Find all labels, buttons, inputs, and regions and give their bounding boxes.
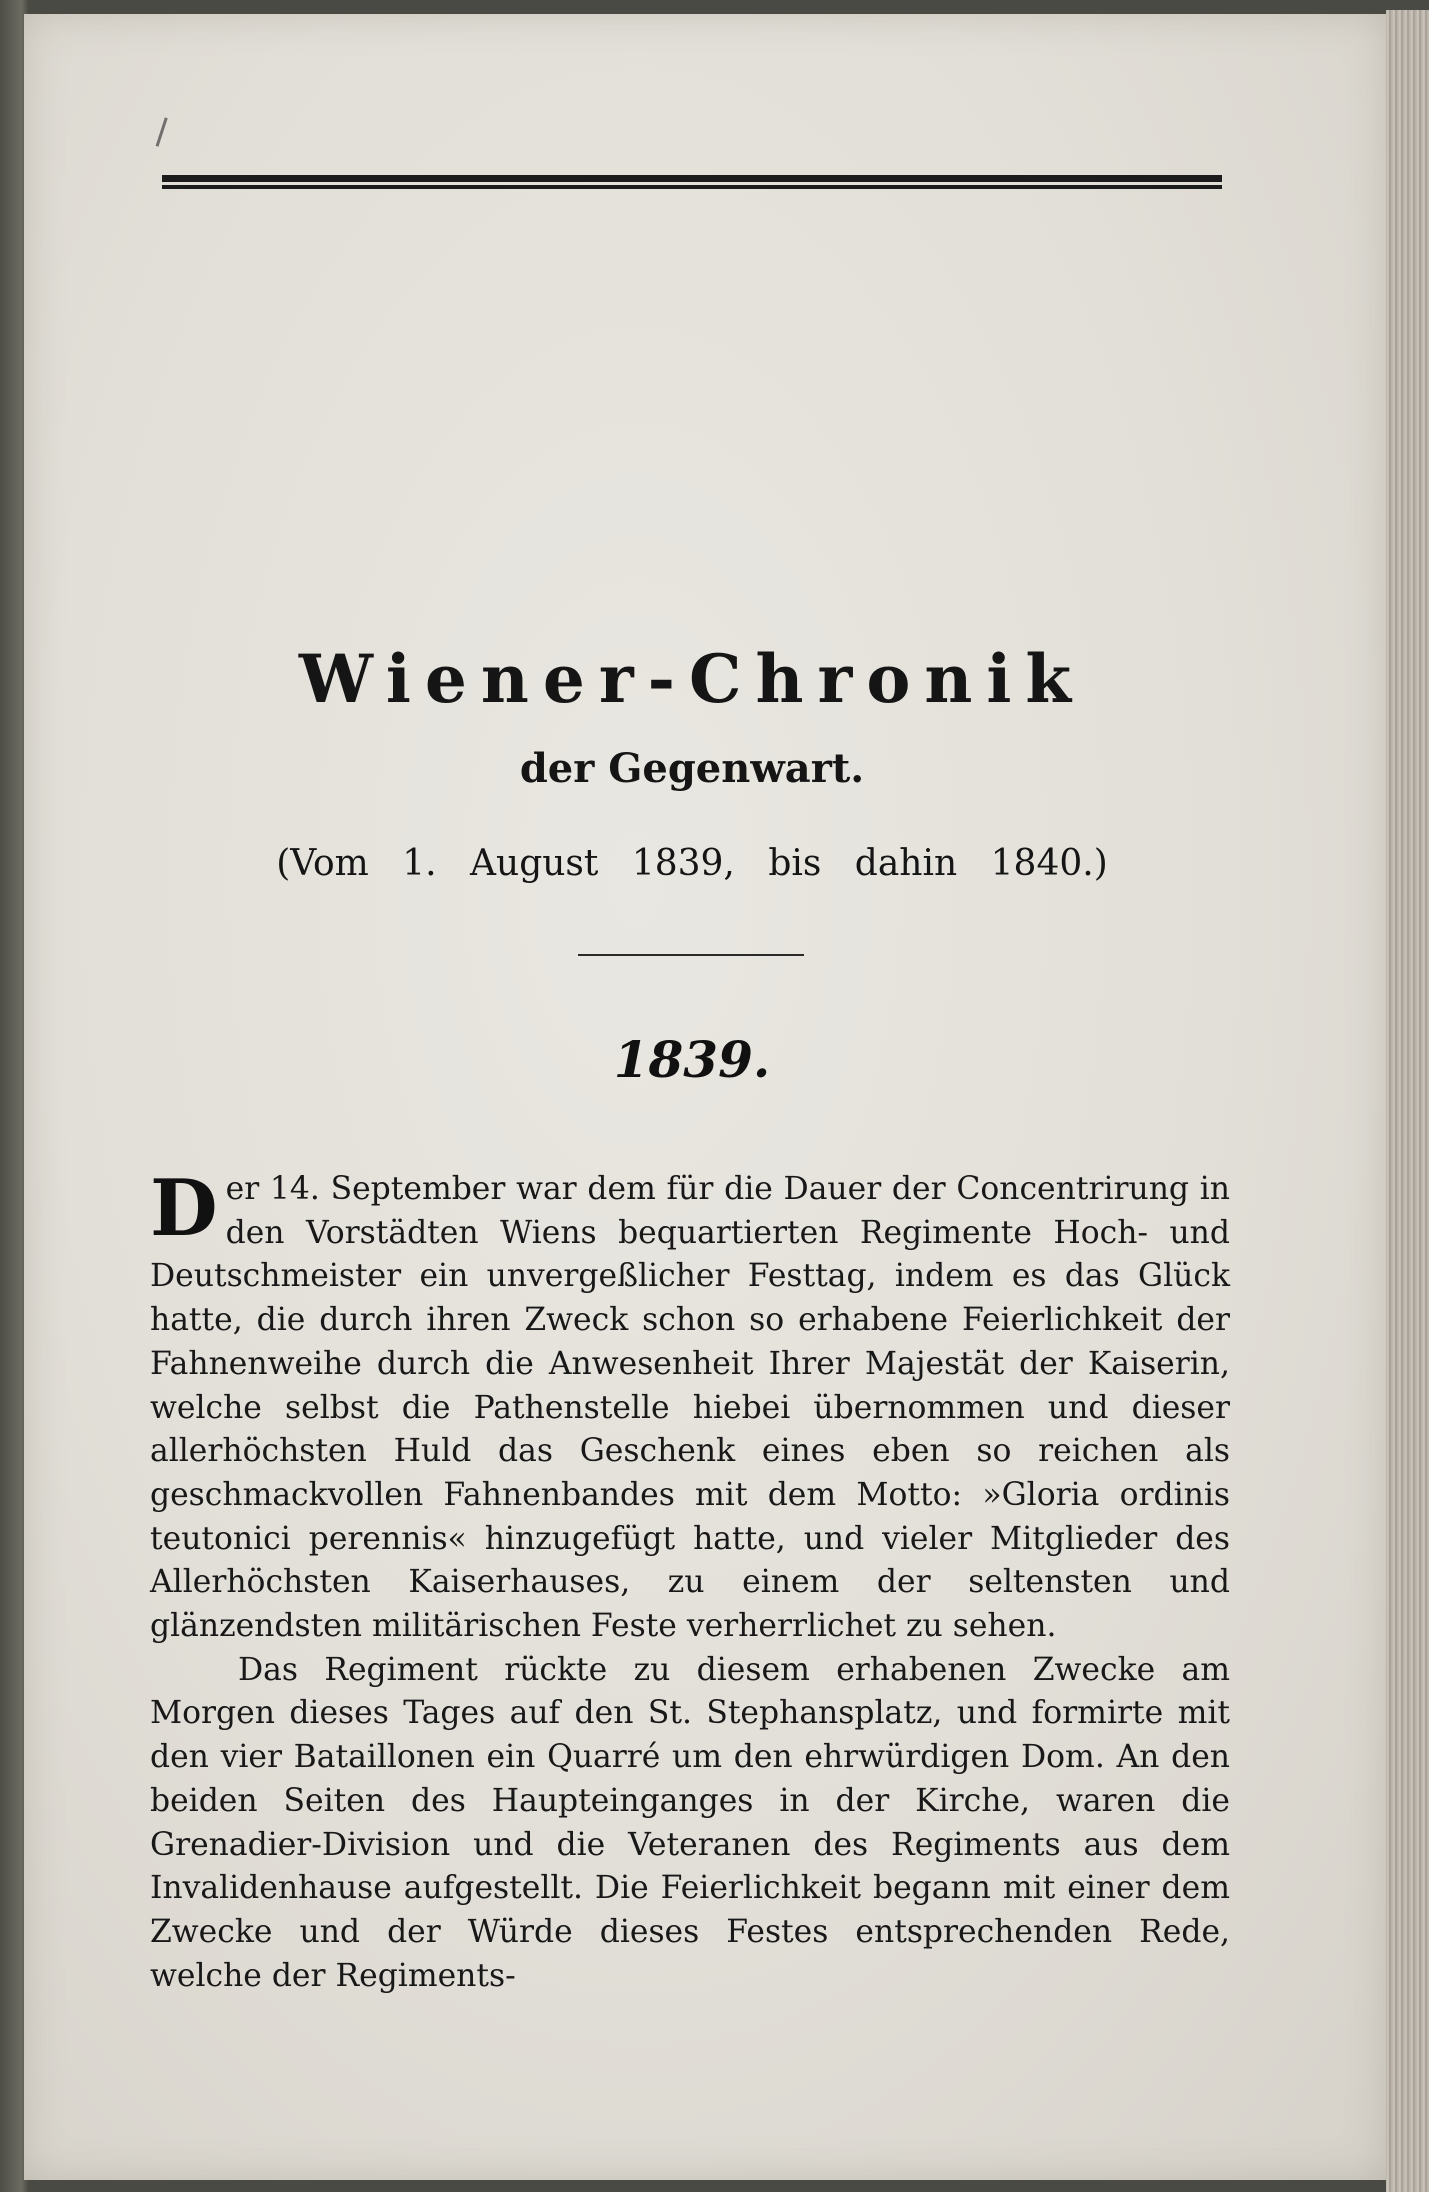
page-edges bbox=[1386, 10, 1429, 2192]
paragraph-2: Das Regiment rückte zu diesem erhabenen Zwecke am Morgen dieses Tages auf den St. Stephansplatz, und formirte mit den vier Bataillonen ein Quarré um den ehrwürdigen Dom. An den beiden Seiten des Haupteinganges in der Kirche, waren die Grenadier-Division und die Veteranen des Regiments aus dem Invalidenhause aufgestellt. Die Feierlichkeit begann mit einer dem Zwecke und der Würde dieses Festes entsprechenden Rede, welche der Regiments- bbox=[150, 1651, 1230, 1994]
paragraph-1 bbox=[150, 1163, 1230, 1649]
drop-cap: D bbox=[150, 1163, 218, 1254]
page-title: Wiener-Chronik bbox=[298, 640, 1086, 718]
page-subtitle: der Gegenwart. bbox=[519, 745, 865, 792]
header-rule bbox=[162, 175, 1222, 189]
year-heading: 1839. bbox=[613, 1030, 771, 1089]
section-divider bbox=[578, 954, 804, 956]
paragraph-1-text: er 14. September war dem für die Dauer der Concentrirung in den Vorstädten Wiens bequartierten Regimente Hoch- und Deutschmeister ein unvergeßlicher Festtag, indem es das Glück hatte, die durch ihren Zweck schon so erhabene Feierlichkeit der Fahnenweihe durch die Anwesenheit Ihrer Majestät der Kaiserin, welche selbst die Pathenstelle hiebei übernommen und dieser allerhöchsten Huld das Geschenk eines eben so reichen als geschmackvollen Fahnenbandes mit dem Motto: »Gloria ordinis teutonici perennis« hinzugefügt hatte, und vieler Mitglieder des Allerhöchsten Kaiserhauses, zu einem der seltensten und glänzendsten militärischen Feste verherrlichet zu sehen. bbox=[150, 1171, 1230, 1645]
body-text bbox=[150, 1163, 1230, 1998]
date-range: (Vom 1. August 1839, bis dahin 1840.) bbox=[276, 843, 1108, 884]
